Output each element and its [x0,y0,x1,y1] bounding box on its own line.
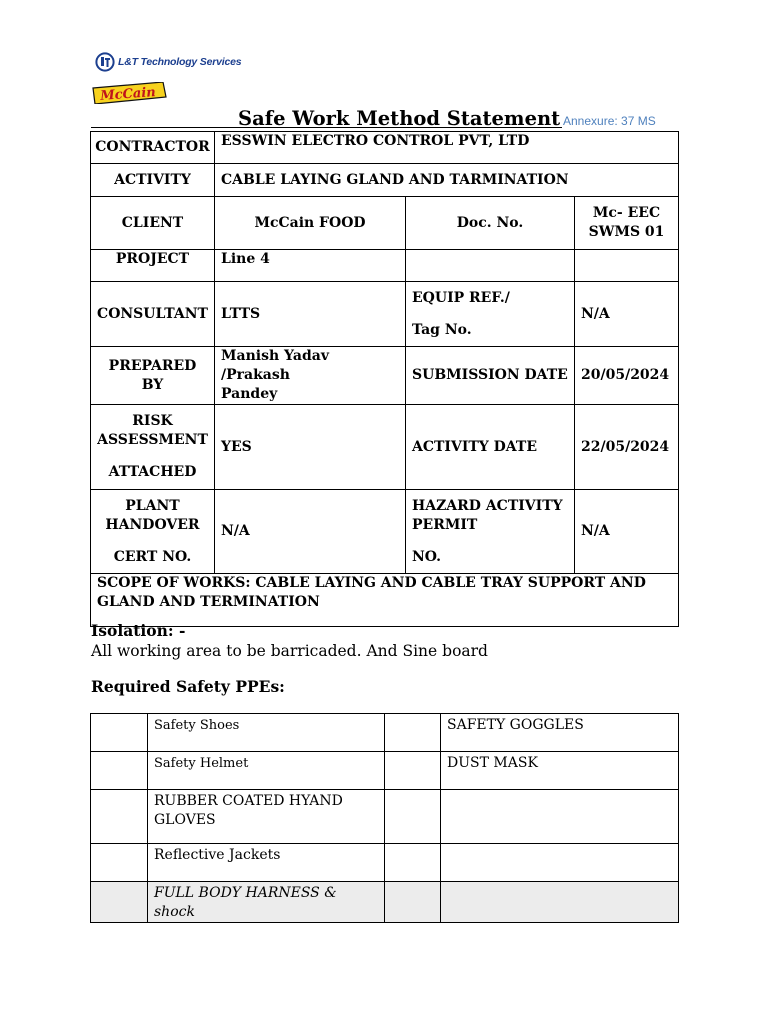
prepared-label: PREPARED BY [91,347,215,405]
equip-ref-value: N/A [575,282,679,347]
client-value: McCain FOOD [215,197,406,250]
ppe-checkbox-cell [385,790,441,844]
risk-row [91,405,679,490]
lt-logo-icon [95,52,115,72]
ppe-checkbox-cell [91,714,148,752]
plant-label: PLANT HANDOVER CERT NO. [91,490,215,574]
annexure-label: Annexure: 37 MS [563,114,656,128]
submission-date-value: 20/05/2024 [575,347,679,405]
scope-of-works: SCOPE OF WORKS: CABLE LAYING AND CABLE TRAY SUPPORT AND GLAND AND TERMINATION [91,574,679,627]
risk-value: YES [215,405,406,490]
ppe-item: DUST MASK [441,752,679,790]
ppe-table [90,713,679,923]
submission-date-label: SUBMISSION DATE [406,347,575,405]
ppe-checkbox-cell [385,882,441,923]
ppe-item: Safety Helmet [148,752,385,790]
ppe-checkbox-cell [91,790,148,844]
mccain-logo-text: McCain [99,85,157,104]
scope-row [91,574,679,627]
ppe-row [91,714,679,752]
plant-value: N/A [215,490,406,574]
activity-date-value: 22/05/2024 [575,405,679,490]
consultant-label: CONSULTANT [91,282,215,347]
ppe-checkbox-cell [385,714,441,752]
prepared-value: Manish Yadav /Prakash Pandey [215,347,406,405]
ppe-row [91,790,679,844]
ppe-item: RUBBER COATED HYAND GLOVES [148,790,385,844]
ppe-checkbox-cell [91,844,148,882]
project-empty-1 [406,250,575,282]
info-table [90,131,679,627]
doc-no-label: Doc. No. [406,197,575,250]
ppe-row [91,844,679,882]
project-label: PROJECT [91,250,215,282]
ppe-checkbox-cell [91,882,148,923]
doc-no-value: Mc- EEC SWMS 01 [575,197,679,250]
consultant-row [91,282,679,347]
contractor-value: ESSWIN ELECTRO CONTROL PVT, LTD [215,132,679,164]
contractor-label: CONTRACTOR [91,132,215,164]
ppe-item: Reflective Jackets [148,844,385,882]
activity-row [91,164,679,197]
ppe-checkbox-cell [385,844,441,882]
ppe-item: Safety Shoes [148,714,385,752]
client-row [91,197,679,250]
ppe-item: FULL BODY HARNESS & shock [148,882,385,923]
ppe-row [91,882,679,923]
lt-logo-text: L&T Technology Services [118,56,242,68]
prepared-row [91,347,679,405]
risk-label: RISK ASSESSMENT ATTACHED [91,405,215,490]
activity-date-label: ACTIVITY DATE [406,405,575,490]
project-empty-2 [575,250,679,282]
ppe-item [441,844,679,882]
ppe-checkbox-cell [91,752,148,790]
project-row [91,250,679,282]
ppe-item: SAFETY GOGGLES [441,714,679,752]
project-value: Line 4 [215,250,406,282]
mccain-logo [91,82,167,104]
ppe-heading: Required Safety PPEs: [91,677,285,696]
isolation-heading: Isolation: - [91,621,186,640]
lt-logo [95,50,241,74]
equip-ref-label: EQUIP REF./ Tag No. [406,282,575,347]
activity-value: CABLE LAYING GLAND AND TARMINATION [215,164,679,197]
hazard-permit-value: N/A [575,490,679,574]
isolation-text: All working area to be barricaded. And Sine board [91,642,488,660]
hazard-permit-label: HAZARD ACTIVITY PERMIT NO. [406,490,575,574]
ppe-item [441,790,679,844]
ppe-row [91,752,679,790]
page-title: Safe Work Method Statement [238,107,561,130]
plant-row [91,490,679,574]
contractor-row [91,132,679,164]
client-label: CLIENT [91,197,215,250]
activity-label: ACTIVITY [91,164,215,197]
ppe-checkbox-cell [385,752,441,790]
consultant-value: LTTS [215,282,406,347]
ppe-item [441,882,679,923]
title-block [91,107,681,131]
